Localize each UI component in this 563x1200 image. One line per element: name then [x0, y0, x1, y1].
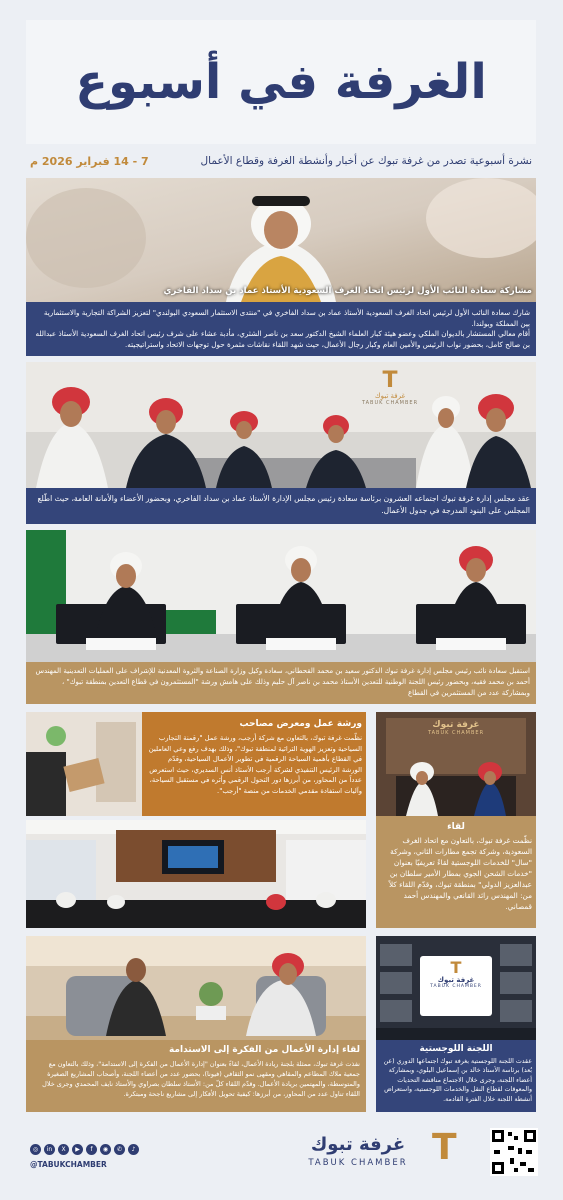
story2-logo-ar: غرفة تبوك: [374, 392, 406, 400]
qr-code[interactable]: [490, 1128, 538, 1176]
tabuk-logo-icon: T: [450, 958, 462, 977]
meeting-title: لقاء: [447, 822, 465, 832]
footer-logo-ar: غرفة تبوك: [310, 1134, 406, 1155]
meeting-logo-en: TABUK CHAMBER: [427, 730, 485, 736]
meeting-text: نظّمت غرفة تبوك، بالتعاون مع اتحاد الغرف السعودية، وشركة تجمع مطارات الثاني، وشركة "سال" للخدمات اللوجستية لقاءً تعريفيًا بعنوان "خدمات الشحن الجوي بمطار الأمير سلطان بن عبدالعزيز الدولي" بمنطقة تبوك، وقدّم اللقاء كلاً من: المهندس رائد القانعي والمهندس أحمد قمصاني.: [388, 836, 532, 911]
story1-bullet-1: شارك سعادة النائب الأول لرئيس اتحاد الغرف السعودية الأستاذ عماد بن سداد الفاخري في "منتدى الاستثمار السعودي البولندي" لتعزيز الشراكة التجارية والاستثمارية بين المملكة وبولندا.: [43, 308, 530, 329]
subheader-text: نشرة أسبوعية تصدر من غرفة تبوك عن أخبار وأنشطة الغرفة وقطاع الأعمال: [200, 155, 532, 167]
tabuk-logo-icon: T: [432, 1127, 457, 1168]
story2-logo: [360, 370, 420, 406]
story1-photo: [26, 178, 536, 302]
story3-caption: استقبل سعادة نائب رئيس مجلس إدارة غرفة تبوك الدكتور سعيد بن محمد القحطاني، سعادة وكيل وزارة الصناعة والثروة المعدنية للإشراف على العمليات التعدينية المهندس أحمد بن محمد فقيه، وبحضور رئيس اللجنة الوطنية للتعدين الأستاذ محمد بن ناصر آل حليم وذلك على هامش ورشة "المستثمرون في قطاع التعدين بمنطقة تبوك" ، وبمشاركة عدد من المستثمرين في القطاع: [35, 667, 530, 697]
story1-bullet-2: أقام معالي المستشار بالديوان الملكي وعضو هيئة كبار العلماء الشيخ الدكتور سعد بن ناصر الشثري، مأدبة عشاء على شرف رئيس اتحاد الغرف السعودية الأستاذ عبدالله بن صالح كامل، بحضور نواب الرئيس والأمين العام وكبار رجال الأعمال، حيث شهد اللقاء نقاشات مثمرة حول توجهات الاتحاد واستراتيجيته.: [35, 329, 530, 350]
x-icon[interactable]: X: [58, 1144, 69, 1155]
admin-meeting-text: نفذت غرفة تبوك، ممثلة بلجنة ريادة الأعمال، لقاءً بعنوان "إدارة الأعمال من الفكرة إلى الاستدامة"، وذلك بالتعاون مع جمعية ملاك المطاعم والمقاهي ومقهى نمو الثقافي (فيونا)، بحضور عدد من أعضاء اللجنة، وأصحاب المشاريع الصغيرة والمتوسطة، والمهتمين بريادة الأعمال. وقدّم اللقاء كلّ من: الأستاذ سلطان بصراوي والأستاذ نايف المحمدي وجرى خلال اللقاء تناول عدد من المحاور، من أبرزها: كيفية تحويل الأفكار إلى مشاريع ناجحة ومبتكرة.: [42, 1060, 360, 1099]
logistics-logo-en: TABUK CHAMBER: [430, 984, 482, 989]
masthead: [26, 20, 536, 144]
meeting-logo: [420, 720, 492, 736]
subheader: [26, 146, 536, 176]
logistics-logo: [422, 960, 490, 989]
story1-headline: مشاركة سعادة النائب الأول لرئيس اتحاد الغرف السعودية الأستاذ عماد بن سداد الفاخري: [163, 286, 532, 296]
masthead-title: الغرفة في أسبوع: [75, 54, 487, 110]
story2-photo: [26, 362, 536, 488]
social-icons: [30, 1144, 139, 1155]
workshop-title: ورشة عمل ومعرض مصاحب: [239, 719, 362, 729]
snapchat-icon[interactable]: ◎: [30, 1144, 41, 1155]
logistics-title: اللجنة اللوجستية: [419, 1044, 493, 1054]
footer: [0, 1118, 563, 1200]
story2-caption: عقد مجلس إدارة غرفة تبوك اجتماعه العشرون برئاسة سعادة رئيس مجلس الإدارة الأستاذ عماد بن سداد الفاخري، وبحضور الأعضاء والأمانة العامة، حيث اطّلع المجلس على البنود المدرجة في جدول الأعمال.: [37, 494, 530, 515]
workshop-text: نظّمت غرفة تبوك، بالتعاون مع شركة أرجب، ورشة عمل "رقمنة التجارب السياحية وتعزيز الهوية التراثية لمنطقة تبوك"، وذلك بهدف رفع وعي العاملين في القطاع بأهمية السياحة الرقمية في تطوير الأعمال السياحية، وقدّم الورشة الرئيس التنفيذي لشركة أرجب الأستاذ أنس السديري، حيث استعرض عدداً من المحاور، من أبرزها دور التحول الرقمي وأثره في مستقبل السياحة، وآليات استفادة مقدمي الخدمات من منصة "أرجب".: [148, 734, 362, 795]
workshop-photo-1: [26, 712, 142, 816]
issue-date: 7 - 14 فبراير 2026 م: [30, 154, 149, 168]
facebook-icon[interactable]: f: [86, 1144, 97, 1155]
tiktok-icon[interactable]: ♪: [128, 1144, 139, 1155]
logistics-logo-ar: غرفة تبوك: [437, 976, 475, 984]
tabuk-logo-icon: T: [382, 368, 398, 393]
story2-logo-en: TABUK CHAMBER: [361, 400, 419, 406]
footer-logo: [290, 1127, 470, 1174]
admin-meeting-title: لقاء إدارة الأعمال من الفكرة إلى الاستدامة: [168, 1045, 360, 1055]
admin-meeting-photo: [26, 936, 366, 1040]
social-handle[interactable]: @TABUKCHAMBER: [30, 1160, 107, 1169]
workshop-photo-2: [26, 820, 366, 928]
logistics-text: عقدت اللجنة اللوجستية بغرفة تبوك اجتماعها الدوري (عن بُعد) برئاسة الأستاذ خالد بن إسماعيل البلوي، وبمشاركة أعضاء اللجنة، وجرى خلال الاجتماع مناقشة التحديات والمعوقات لقطاع النقل والخدمات اللوجستية، واستعراض أنشطة اللجنة خلال الفترة القادمة.: [383, 1058, 532, 1103]
footer-logo-en: TABUK CHAMBER: [308, 1158, 408, 1168]
meeting-logo-ar: غرفة تبوك: [432, 720, 480, 730]
instagram-icon[interactable]: ◉: [100, 1144, 111, 1155]
whatsapp-icon[interactable]: ✆: [114, 1144, 125, 1155]
linkedin-icon[interactable]: in: [44, 1144, 55, 1155]
youtube-icon[interactable]: ▶: [72, 1144, 83, 1155]
story3-photo: [26, 530, 536, 662]
